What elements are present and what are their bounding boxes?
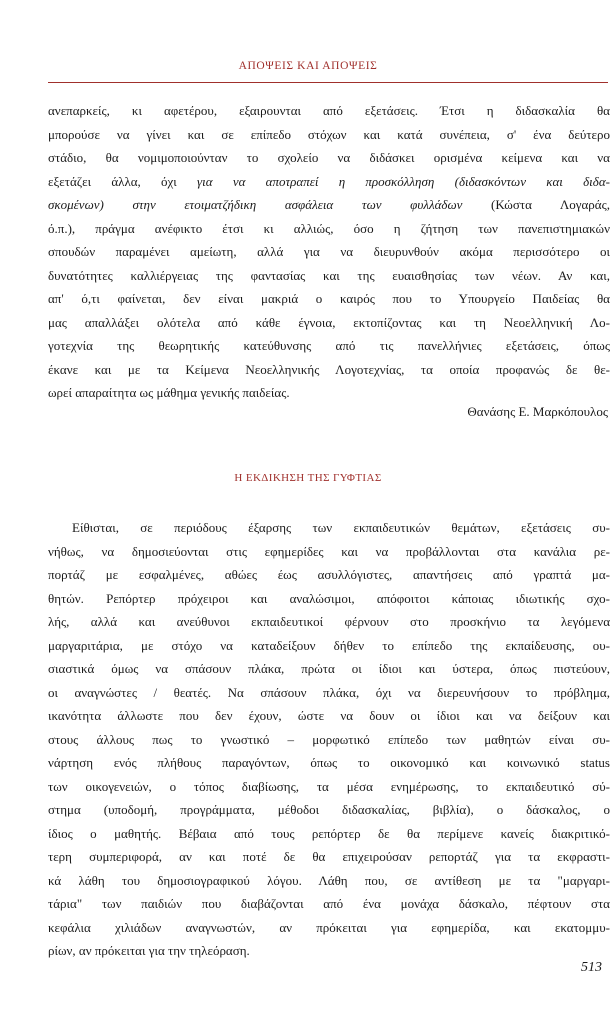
text-line: μπορούσε να γίνει και σε επίπεδο στόχων και κατά συνέπεια, σ' ένα δεύτερο bbox=[48, 126, 610, 142]
text-line: τάρια" των παιδιών που διαβάζονται από ένα μονάχα δάσκαλο, πέφτουν στα bbox=[48, 896, 610, 911]
header-rule bbox=[48, 82, 608, 83]
running-title: ΑΠΟΨΕΙΣ ΚΑΙ ΑΠΟΨΕΙΣ bbox=[238, 60, 378, 72]
text-line: νάρτηση ενός πλήθους παραγόντων, όπως το οικονομικό και κοινωνικό status bbox=[48, 755, 610, 770]
text-line: ωρεί απαραίτητα ως μάθημα γενικής παιδείας. bbox=[48, 385, 290, 400]
text-line: σιαστικά όμως να σπάσουν πλάκα, πρώτα οι ίδιοι και ύστερα, όπως πιστεύουν, bbox=[48, 661, 610, 676]
text-line: ρίων, αν πρόκειται για την τηλεόραση. bbox=[48, 943, 250, 958]
text-line: στάδιο, θα νομιμοποιούνταν το σχολείο να διδάσκει ορισμένα κείμενα και να bbox=[48, 150, 610, 165]
text-line: εξετάζει άλλα, όχι για να αποτραπεί η προσκόλληση (διδασκόντων και διδα- bbox=[48, 173, 610, 189]
text-line: ικανότητα άλλωστε που δεν έχουν, ώστε να δουν οι ίδιοι και να δείξουν και bbox=[48, 708, 610, 723]
text-line: δυνατότητες καλλιέργειας της φαντασίας και της ευαισθησίας των νέων. Αν και, bbox=[48, 267, 610, 283]
article-2-title: Η ΕΚΔΙΚΗΣΗ ΤΗΣ ΓΥΦΤΙΑΣ bbox=[234, 472, 382, 484]
text-line: στους άλλους πως το γνωστικό – μορφωτικό επίπεδο των μαθητών είναι συ- bbox=[48, 731, 610, 747]
article-1-body bbox=[48, 99, 610, 405]
text-line: τερη συμπεριφορά, αν και ποτέ δε θα επιχειρούσαν ρεπορτάζ για τα εκφραστι- bbox=[48, 849, 610, 864]
text-line: έκανε και με τα Κείμενα Νεοελληνικής Λογοτεχνίας, τα οποία προφανώς δε θε- bbox=[48, 361, 610, 377]
text-line: σκομένων) στην ετοιματζήδικη ασφάλεια των φυλλάδων (Κώστα Λογαράς, bbox=[48, 197, 611, 212]
text-line: γοτεχνία της θεωρητικής κατεύθυνσης από τις πανελλήνιες εξετάσεις, όπως bbox=[48, 338, 610, 353]
text-line: οι αναγνώστες / θεατές. Να σπάσουν πλάκα, όχι να διερευνήσουν το πρόβλημα, bbox=[48, 684, 610, 700]
text-line: σπουδών παραμένει αμείωτη, αλλά για να διευρυνθούν ακόμα περισσότερο οι bbox=[48, 244, 610, 259]
text-line: μας απαλλάξει ολότελα από κάθε έγνοια, εκτοπίζοντας και τη Νεοελληνική Λο- bbox=[48, 314, 610, 330]
text-line: Είθισται, σε περιόδους έξαρσης των εκπαιδευτικών θεμάτων, εξετάσεις συ- bbox=[72, 520, 610, 535]
text-line: λής, αλλά και ανεύθυνοι εκπαιδευτικοί φέρνουν στο προσκήνιο τα λεγόμενα bbox=[48, 614, 610, 629]
text-line: ανεπαρκείς, κι αφετέρου, εξαιρουνται από εξετάσεις. Έτσι η διδασκαλία θα bbox=[48, 103, 610, 118]
text-line: των οικογενειών, ο τόπος διαβίωσης, τα μέσα ενημέρωσης, το εκπαιδευτικό σύ- bbox=[48, 778, 610, 794]
text-line: στημα (υποδομή, προγράμματα, μέθοδοι διδασκαλίας, βιβλία), ο δάσκαλος, ο bbox=[48, 802, 610, 817]
text-line: πορτάζ με εσφαλμένες, αθώες έως ασυλλόγιστες, απαντήσεις από γραπτά μα- bbox=[48, 567, 610, 582]
text-line: νήθως, να δημοσιεύονται στις εφημερίδες και να προβάλλονται στα κανάλια ρε- bbox=[48, 543, 610, 559]
text-line: κεφάλια χιλιάδων αναγνωστών, αν πρόκειται για εφημερίδα, και εκατομμυ- bbox=[48, 919, 610, 935]
text-line: μαργαριτάρια, με στόχο να καταδείξουν δήθεν το επίπεδο της εκπαίδευσης, ου- bbox=[48, 637, 610, 653]
text-line: ό.π.), πράγμα ανέφικτο έτσι κι αλλιώς, όσο η ζήτηση των πανεπιστημιακών bbox=[48, 220, 610, 236]
article-2-body bbox=[48, 516, 610, 963]
page-number: 513 bbox=[581, 960, 602, 975]
text-line: κά λάθη του δημοσιογραφικού λόγου. Λάθη που, σε αντίθεση με τα "μαργαρι- bbox=[48, 872, 610, 888]
text-line: ίδιος ο μαθητής. Βέβαια από τους ρεπόρτερ δε θα περίμενε κανείς διακριτικό- bbox=[48, 825, 610, 841]
text-line: θητών. Ρεπόρτερ πρόχειροι και αναλώσιμοι, απόφοιτοι κάποιας ιδιωτικής σχο- bbox=[48, 590, 610, 606]
text-line: απ' ό,τι φαίνεται, δεν είναι μακριά ο καιρός που το Υπουργείο Παιδείας θα bbox=[48, 291, 610, 306]
article-1-author: Θανάσης Ε. Μαρκόπουλος bbox=[467, 404, 608, 419]
